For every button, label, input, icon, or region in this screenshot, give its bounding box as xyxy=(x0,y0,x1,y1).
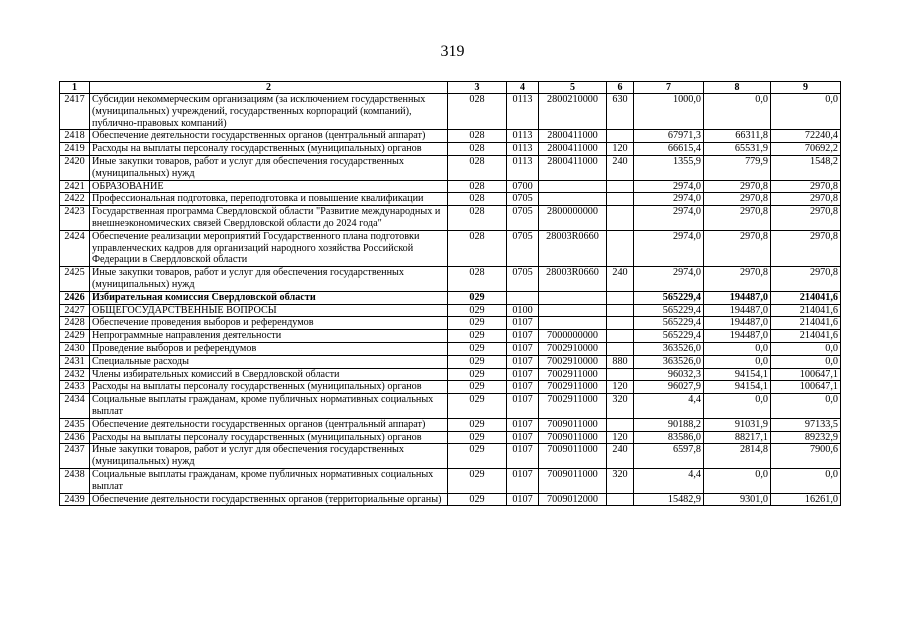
row-name-cell: Профессиональная подготовка, переподготовка и повышение квалификации xyxy=(90,193,448,206)
amount-year1-cell: 66615,4 xyxy=(634,143,704,156)
expense-type-cell xyxy=(607,368,634,381)
row-number-cell: 2434 xyxy=(60,394,90,419)
amount-year2-cell: 66311,8 xyxy=(704,130,771,143)
amount-year2-cell: 0,0 xyxy=(704,468,771,493)
amount-year2-cell: 194487,0 xyxy=(704,317,771,330)
expense-type-cell xyxy=(607,304,634,317)
row-number-cell: 2426 xyxy=(60,291,90,304)
amount-year2-cell: 2970,8 xyxy=(704,230,771,266)
header-cell: 2 xyxy=(90,82,448,94)
table-row xyxy=(60,180,841,193)
row-number-cell: 2420 xyxy=(60,155,90,180)
row-name-cell: Непрограммные направления деятельности xyxy=(90,330,448,343)
section-code-cell: 0705 xyxy=(507,206,539,231)
amount-year2-cell: 2970,8 xyxy=(704,267,771,292)
row-name-cell: Социальные выплаты гражданам, кроме публичных нормативных социальных выплат xyxy=(90,468,448,493)
department-code-cell: 028 xyxy=(448,94,507,130)
table-row xyxy=(60,317,841,330)
section-code-cell: 0107 xyxy=(507,444,539,469)
amount-year3-cell: 16261,0 xyxy=(771,493,841,506)
row-number-cell: 2417 xyxy=(60,94,90,130)
target-article-cell: 2800210000 xyxy=(539,94,607,130)
expense-type-cell xyxy=(607,206,634,231)
department-code-cell: 029 xyxy=(448,418,507,431)
row-number-cell: 2424 xyxy=(60,230,90,266)
table-row xyxy=(60,444,841,469)
row-number-cell: 2439 xyxy=(60,493,90,506)
amount-year1-cell: 96032,3 xyxy=(634,368,704,381)
expense-type-cell xyxy=(607,330,634,343)
expense-type-cell xyxy=(607,493,634,506)
amount-year2-cell: 9301,0 xyxy=(704,493,771,506)
row-number-cell: 2430 xyxy=(60,342,90,355)
expense-type-cell: 120 xyxy=(607,431,634,444)
amount-year2-cell: 91031,9 xyxy=(704,418,771,431)
department-code-cell: 029 xyxy=(448,304,507,317)
expense-type-cell xyxy=(607,130,634,143)
department-code-cell: 028 xyxy=(448,143,507,156)
amount-year3-cell: 2970,8 xyxy=(771,206,841,231)
section-code-cell: 0107 xyxy=(507,394,539,419)
department-code-cell: 029 xyxy=(448,381,507,394)
target-article-cell: 7009011000 xyxy=(539,431,607,444)
table-row xyxy=(60,304,841,317)
amount-year1-cell: 565229,4 xyxy=(634,330,704,343)
amount-year2-cell: 94154,1 xyxy=(704,381,771,394)
row-name-cell: ОБЩЕГОСУДАРСТВЕННЫЕ ВОПРОСЫ xyxy=(90,304,448,317)
amount-year1-cell: 2974,0 xyxy=(634,193,704,206)
row-name-cell: Члены избирательных комиссий в Свердловской области xyxy=(90,368,448,381)
amount-year1-cell: 1000,0 xyxy=(634,94,704,130)
row-name-cell: Обеспечение проведения выборов и референдумов xyxy=(90,317,448,330)
row-number-cell: 2429 xyxy=(60,330,90,343)
row-number-cell: 2423 xyxy=(60,206,90,231)
amount-year3-cell: 2970,8 xyxy=(771,230,841,266)
amount-year3-cell: 97133,5 xyxy=(771,418,841,431)
amount-year3-cell: 2970,8 xyxy=(771,180,841,193)
amount-year1-cell: 2974,0 xyxy=(634,230,704,266)
department-code-cell: 029 xyxy=(448,394,507,419)
table-header-row xyxy=(60,82,841,94)
row-name-cell: Обеспечение реализации мероприятий Государственного плана подготовки управленческих кадров для организаций народного хозяйства Российской Федерации в Свердловской области xyxy=(90,230,448,266)
row-number-cell: 2425 xyxy=(60,267,90,292)
amount-year3-cell: 0,0 xyxy=(771,342,841,355)
row-number-cell: 2438 xyxy=(60,468,90,493)
amount-year1-cell: 363526,0 xyxy=(634,342,704,355)
amount-year3-cell: 0,0 xyxy=(771,468,841,493)
section-code-cell: 0113 xyxy=(507,94,539,130)
table-row xyxy=(60,418,841,431)
target-article-cell: 28003R0660 xyxy=(539,230,607,266)
row-number-cell: 2419 xyxy=(60,143,90,156)
expense-type-cell: 240 xyxy=(607,444,634,469)
amount-year2-cell: 0,0 xyxy=(704,355,771,368)
expense-type-cell: 240 xyxy=(607,155,634,180)
target-article-cell: 7002910000 xyxy=(539,342,607,355)
department-code-cell: 028 xyxy=(448,206,507,231)
target-article-cell: 7009011000 xyxy=(539,418,607,431)
amount-year1-cell: 565229,4 xyxy=(634,291,704,304)
amount-year3-cell: 214041,6 xyxy=(771,330,841,343)
table-row xyxy=(60,394,841,419)
section-code-cell: 0107 xyxy=(507,355,539,368)
table-row xyxy=(60,342,841,355)
table-row xyxy=(60,206,841,231)
expense-type-cell: 120 xyxy=(607,143,634,156)
amount-year3-cell: 70692,2 xyxy=(771,143,841,156)
row-number-cell: 2427 xyxy=(60,304,90,317)
expense-type-cell xyxy=(607,418,634,431)
amount-year2-cell: 0,0 xyxy=(704,94,771,130)
row-name-cell: Проведение выборов и референдумов xyxy=(90,342,448,355)
department-code-cell: 029 xyxy=(448,468,507,493)
amount-year1-cell: 96027,9 xyxy=(634,381,704,394)
target-article-cell: 2800411000 xyxy=(539,143,607,156)
budget-table xyxy=(59,81,841,506)
amount-year1-cell: 1355,9 xyxy=(634,155,704,180)
table-row xyxy=(60,431,841,444)
section-code-cell: 0100 xyxy=(507,304,539,317)
amount-year3-cell: 89232,9 xyxy=(771,431,841,444)
amount-year2-cell: 779,9 xyxy=(704,155,771,180)
amount-year3-cell: 100647,1 xyxy=(771,381,841,394)
amount-year2-cell: 194487,0 xyxy=(704,304,771,317)
amount-year2-cell: 88217,1 xyxy=(704,431,771,444)
section-code-cell xyxy=(507,291,539,304)
expense-type-cell xyxy=(607,230,634,266)
section-code-cell: 0113 xyxy=(507,155,539,180)
amount-year2-cell: 2814,8 xyxy=(704,444,771,469)
target-article-cell xyxy=(539,291,607,304)
table-row xyxy=(60,330,841,343)
row-name-cell: Обеспечение деятельности государственных органов (территориальные органы) xyxy=(90,493,448,506)
expense-type-cell: 880 xyxy=(607,355,634,368)
amount-year3-cell: 0,0 xyxy=(771,94,841,130)
amount-year3-cell: 2970,8 xyxy=(771,193,841,206)
expense-type-cell xyxy=(607,317,634,330)
target-article-cell: 7009011000 xyxy=(539,444,607,469)
section-code-cell: 0705 xyxy=(507,267,539,292)
amount-year3-cell: 214041,6 xyxy=(771,291,841,304)
target-article-cell: 7002911000 xyxy=(539,368,607,381)
row-number-cell: 2418 xyxy=(60,130,90,143)
amount-year2-cell: 194487,0 xyxy=(704,330,771,343)
row-number-cell: 2422 xyxy=(60,193,90,206)
amount-year1-cell: 15482,9 xyxy=(634,493,704,506)
amount-year1-cell: 6597,8 xyxy=(634,444,704,469)
department-code-cell: 029 xyxy=(448,368,507,381)
department-code-cell: 028 xyxy=(448,130,507,143)
department-code-cell: 029 xyxy=(448,355,507,368)
section-code-cell: 0705 xyxy=(507,193,539,206)
section-code-cell: 0107 xyxy=(507,493,539,506)
amount-year3-cell: 214041,6 xyxy=(771,317,841,330)
header-cell: 3 xyxy=(448,82,507,94)
row-name-cell: Иные закупки товаров, работ и услуг для обеспечения государственных (муниципальных) нужд xyxy=(90,444,448,469)
row-number-cell: 2421 xyxy=(60,180,90,193)
row-name-cell: Государственная программа Свердловской области "Развитие международных и внешнеэкономических связей Свердловской области до 2024 года" xyxy=(90,206,448,231)
section-code-cell: 0113 xyxy=(507,130,539,143)
amount-year2-cell: 65531,9 xyxy=(704,143,771,156)
target-article-cell xyxy=(539,317,607,330)
department-code-cell: 029 xyxy=(448,493,507,506)
department-code-cell: 028 xyxy=(448,267,507,292)
table-row xyxy=(60,143,841,156)
amount-year1-cell: 565229,4 xyxy=(634,304,704,317)
amount-year1-cell: 4,4 xyxy=(634,394,704,419)
amount-year1-cell: 2974,0 xyxy=(634,267,704,292)
amount-year2-cell: 194487,0 xyxy=(704,291,771,304)
section-code-cell: 0107 xyxy=(507,418,539,431)
row-number-cell: 2436 xyxy=(60,431,90,444)
expense-type-cell xyxy=(607,180,634,193)
target-article-cell xyxy=(539,180,607,193)
expense-type-cell: 240 xyxy=(607,267,634,292)
section-code-cell: 0107 xyxy=(507,431,539,444)
header-cell: 9 xyxy=(771,82,841,94)
table-row xyxy=(60,267,841,292)
section-code-cell: 0113 xyxy=(507,143,539,156)
table-row xyxy=(60,155,841,180)
section-code-cell: 0107 xyxy=(507,381,539,394)
department-code-cell: 028 xyxy=(448,230,507,266)
row-name-cell: Иные закупки товаров, работ и услуг для обеспечения государственных (муниципальных) нужд xyxy=(90,267,448,292)
expense-type-cell xyxy=(607,342,634,355)
target-article-cell: 7002910000 xyxy=(539,355,607,368)
department-code-cell: 028 xyxy=(448,193,507,206)
target-article-cell: 7002911000 xyxy=(539,381,607,394)
target-article-cell: 7002911000 xyxy=(539,394,607,419)
section-code-cell: 0107 xyxy=(507,468,539,493)
row-number-cell: 2428 xyxy=(60,317,90,330)
section-code-cell: 0107 xyxy=(507,342,539,355)
row-name-cell: Расходы на выплаты персоналу государственных (муниципальных) органов xyxy=(90,143,448,156)
row-name-cell: Обеспечение деятельности государственных органов (центральный аппарат) xyxy=(90,418,448,431)
header-cell: 5 xyxy=(539,82,607,94)
amount-year2-cell: 2970,8 xyxy=(704,206,771,231)
amount-year3-cell: 100647,1 xyxy=(771,368,841,381)
row-name-cell: Субсидии некоммерческим организациям (за исключением государственных (муниципальных) учреждений, государственных корпораций (компаний), публично-правовых компаний) xyxy=(90,94,448,130)
amount-year1-cell: 90188,2 xyxy=(634,418,704,431)
target-article-cell: 7000000000 xyxy=(539,330,607,343)
table-row xyxy=(60,381,841,394)
row-name-cell: Расходы на выплаты персоналу государственных (муниципальных) органов xyxy=(90,431,448,444)
table-row xyxy=(60,355,841,368)
row-name-cell: Иные закупки товаров, работ и услуг для обеспечения государственных (муниципальных) нужд xyxy=(90,155,448,180)
amount-year1-cell: 4,4 xyxy=(634,468,704,493)
department-code-cell: 029 xyxy=(448,431,507,444)
table-row xyxy=(60,130,841,143)
amount-year3-cell: 0,0 xyxy=(771,394,841,419)
section-code-cell: 0107 xyxy=(507,330,539,343)
amount-year1-cell: 83586,0 xyxy=(634,431,704,444)
table-row xyxy=(60,291,841,304)
amount-year1-cell: 363526,0 xyxy=(634,355,704,368)
row-number-cell: 2432 xyxy=(60,368,90,381)
header-cell: 7 xyxy=(634,82,704,94)
table-row xyxy=(60,230,841,266)
amount-year3-cell: 72240,4 xyxy=(771,130,841,143)
amount-year2-cell: 94154,1 xyxy=(704,368,771,381)
target-article-cell xyxy=(539,193,607,206)
expense-type-cell: 630 xyxy=(607,94,634,130)
expense-type-cell: 320 xyxy=(607,468,634,493)
department-code-cell: 028 xyxy=(448,155,507,180)
amount-year3-cell: 0,0 xyxy=(771,355,841,368)
row-name-cell: Избирательная комиссия Свердловской области xyxy=(90,291,448,304)
amount-year1-cell: 2974,0 xyxy=(634,206,704,231)
target-article-cell: 2800411000 xyxy=(539,155,607,180)
amount-year2-cell: 2970,8 xyxy=(704,193,771,206)
amount-year2-cell: 0,0 xyxy=(704,394,771,419)
row-name-cell: ОБРАЗОВАНИЕ xyxy=(90,180,448,193)
target-article-cell: 2800411000 xyxy=(539,130,607,143)
table-row xyxy=(60,193,841,206)
header-cell: 6 xyxy=(607,82,634,94)
amount-year1-cell: 67971,3 xyxy=(634,130,704,143)
row-name-cell: Социальные выплаты гражданам, кроме публичных нормативных социальных выплат xyxy=(90,394,448,419)
target-article-cell: 28003R0660 xyxy=(539,267,607,292)
amount-year3-cell: 2970,8 xyxy=(771,267,841,292)
row-name-cell: Обеспечение деятельности государственных органов (центральный аппарат) xyxy=(90,130,448,143)
section-code-cell: 0107 xyxy=(507,368,539,381)
target-article-cell: 2800000000 xyxy=(539,206,607,231)
amount-year3-cell: 214041,6 xyxy=(771,304,841,317)
amount-year2-cell: 2970,8 xyxy=(704,180,771,193)
expense-type-cell: 120 xyxy=(607,381,634,394)
section-code-cell: 0705 xyxy=(507,230,539,266)
department-code-cell: 029 xyxy=(448,317,507,330)
row-name-cell: Расходы на выплаты персоналу государственных (муниципальных) органов xyxy=(90,381,448,394)
department-code-cell: 029 xyxy=(448,330,507,343)
department-code-cell: 028 xyxy=(448,180,507,193)
table-row xyxy=(60,368,841,381)
amount-year1-cell: 2974,0 xyxy=(634,180,704,193)
target-article-cell: 7009011000 xyxy=(539,468,607,493)
table-row xyxy=(60,468,841,493)
row-number-cell: 2431 xyxy=(60,355,90,368)
department-code-cell: 029 xyxy=(448,342,507,355)
expense-type-cell xyxy=(607,291,634,304)
target-article-cell: 7009012000 xyxy=(539,493,607,506)
section-code-cell: 0107 xyxy=(507,317,539,330)
page-number: 319 xyxy=(440,43,465,60)
table-row xyxy=(60,493,841,506)
department-code-cell: 029 xyxy=(448,444,507,469)
row-name-cell: Специальные расходы xyxy=(90,355,448,368)
amount-year1-cell: 565229,4 xyxy=(634,317,704,330)
expense-type-cell xyxy=(607,193,634,206)
expense-type-cell: 320 xyxy=(607,394,634,419)
row-number-cell: 2435 xyxy=(60,418,90,431)
section-code-cell: 0700 xyxy=(507,180,539,193)
header-cell: 4 xyxy=(507,82,539,94)
header-cell: 1 xyxy=(60,82,90,94)
amount-year3-cell: 7900,6 xyxy=(771,444,841,469)
row-number-cell: 2433 xyxy=(60,381,90,394)
row-number-cell: 2437 xyxy=(60,444,90,469)
amount-year3-cell: 1548,2 xyxy=(771,155,841,180)
header-cell: 8 xyxy=(704,82,771,94)
target-article-cell xyxy=(539,304,607,317)
table-row xyxy=(60,94,841,130)
department-code-cell: 029 xyxy=(448,291,507,304)
amount-year2-cell: 0,0 xyxy=(704,342,771,355)
